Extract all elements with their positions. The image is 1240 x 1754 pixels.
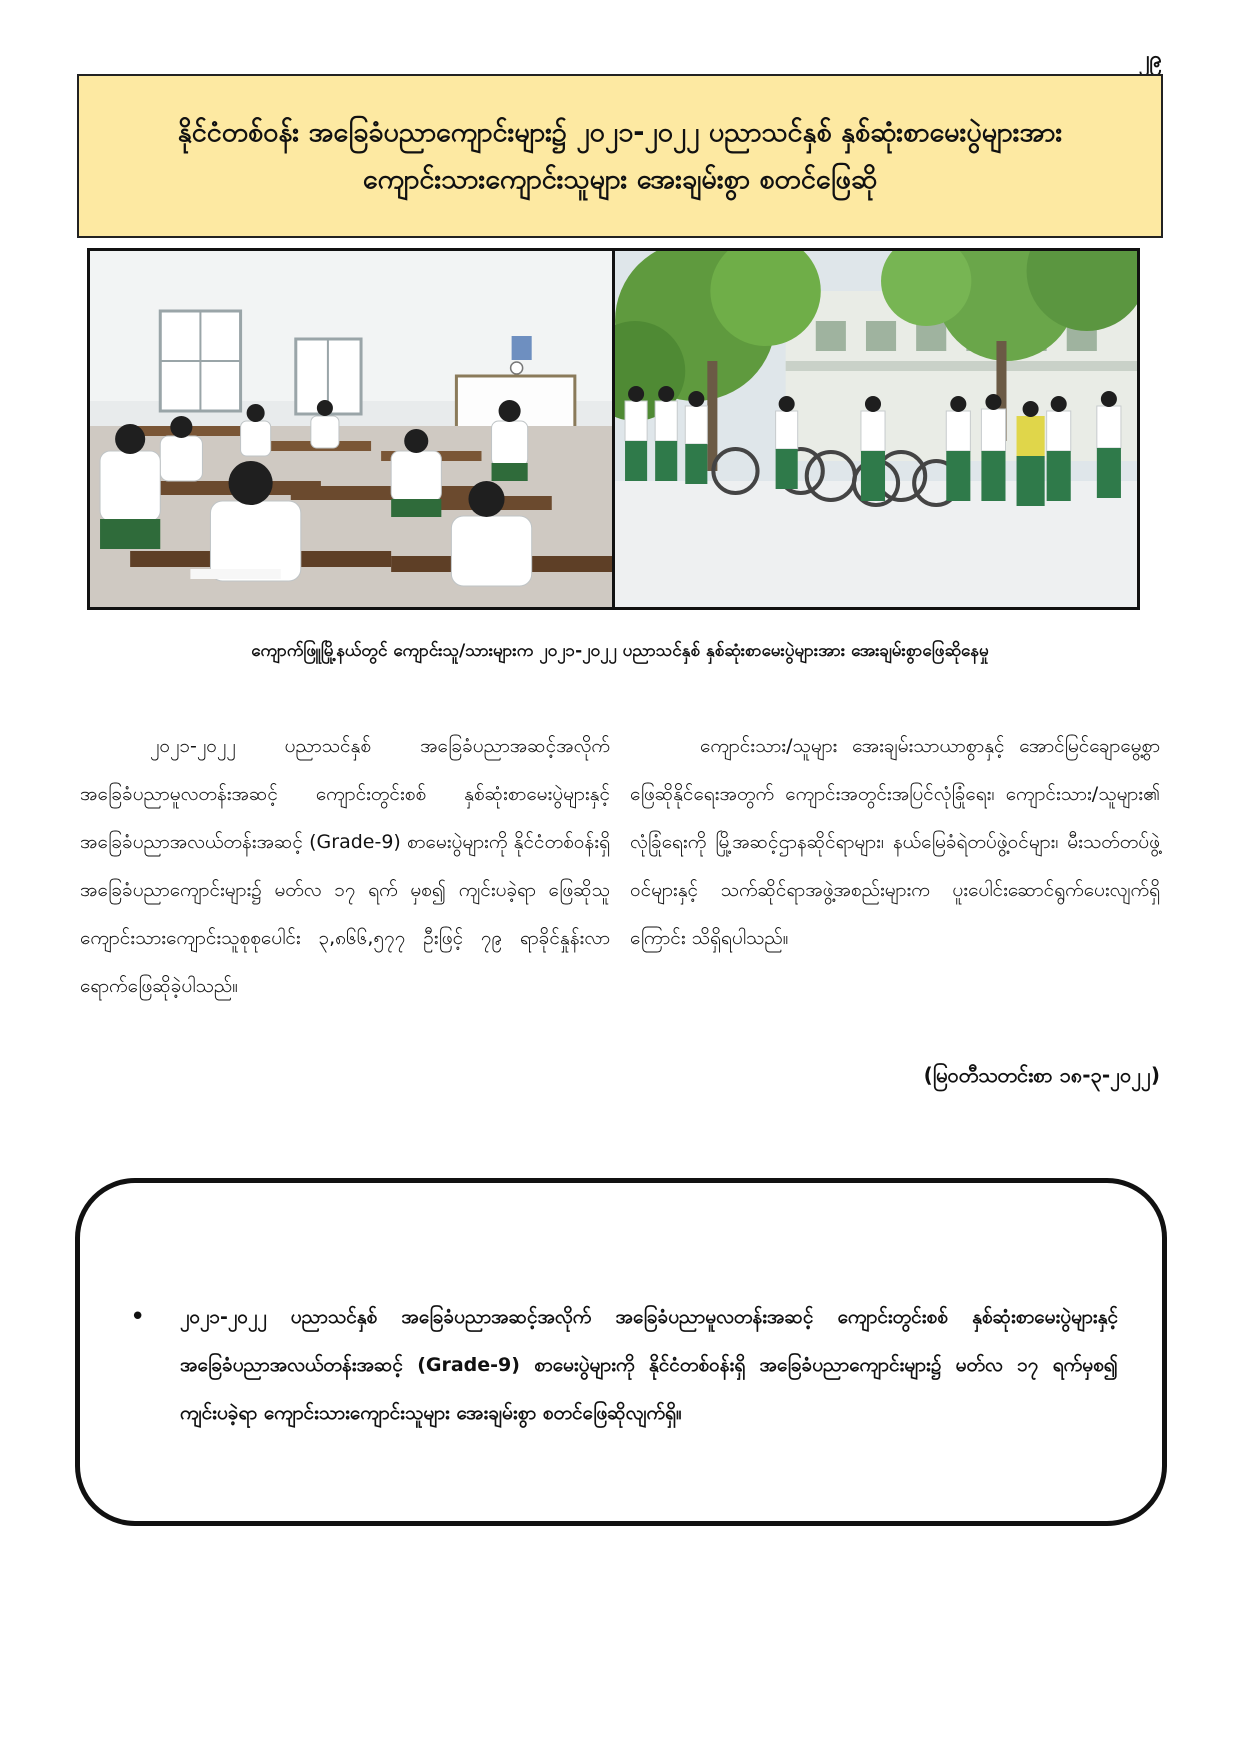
headline-box: [77, 74, 1163, 238]
summary-text: ၂၀၂၁-၂၀၂၂ ပညာသင်နှစ် အခြေခံပညာအဆင့်အလိုက် အခြေခံပညာမူလတန်းအဆင့် ကျောင်းတွင်းစစ် နှစ်ဆုံးစာမေးပွဲများနှင့် အခြေခံပညာအလယ်တန်းအဆင့် (Grade-9) စာမေးပွဲများကို နိုင်ငံတစ်ဝန်းရှိ အခြေခံပညာကျောင်းများ၌ မတ်လ ၁၇ ရက်မှစ၍ ကျင်းပခဲ့ရာ ကျောင်းသားကျောင်းသူများ အေးချမ်းစွာ စတင်ဖြေဆိုလျက်ရှိ။: [180, 1306, 1118, 1424]
photo-strip: [87, 248, 1140, 610]
summary-box: [75, 1178, 1167, 1526]
headline-line-2: ကျောင်းသားကျောင်းသူများ အေးချမ်းစွာ စတင်ဖြေဆို: [362, 164, 878, 195]
headline-line-1: နိုင်ငံတစ်ဝန်း အခြေခံပညာကျောင်းများ၌ ၂၀၂၁-၂၀၂၂ ပညာသင်နှစ် နှစ်ဆုံးစာမေးပွဲများအား: [177, 116, 1063, 148]
summary-list-item: [124, 1293, 1118, 1437]
classroom-exam-photo: [90, 251, 612, 607]
article-paragraph-left: ၂၀၂၁-၂၀၂၂ ပညာသင်နှစ် အခြေခံပညာအဆင့်အလိုက် အခြေခံပညာမူလတန်းအဆင့် ကျောင်းတွင်းစစ် နှစ်ဆုံးစာမေးပွဲများနှင့် အခြေခံပညာအလယ်တန်းအဆင့် (Grade-9) စာမေးပွဲများကို နိုင်ငံတစ်ဝန်းရှိ အခြေခံပညာကျောင်းများ၌ မတ်လ ၁၇ ရက် မှစ၍ ကျင်းပခဲ့ရာ ဖြေဆိုသူ ကျောင်းသားကျောင်းသူစုစုပေါင်း ၃,၈၆၆,၅၇၇ ဦးဖြင့် ၇၉ ရာခိုင်နှုန်းလာရောက်ဖြေဆိုခဲ့ပါသည်။: [80, 735, 610, 997]
article-source: (မြဝတီသတင်းစာ ၁၈-၃-၂၀၂၂): [923, 1063, 1160, 1087]
article-column-right: [630, 722, 1160, 962]
bullet-icon: •: [130, 1302, 146, 1332]
article-column-left: [80, 722, 610, 1010]
article-paragraph-right: ကျောင်းသား/သူများ အေးချမ်းသာယာစွာနှင့် အောင်မြင်ချောမွေ့စွာ ဖြေဆိုနိုင်ရေးအတွက် ကျောင်းအတွင်းအပြင်လုံခြုံရေး၊ ကျောင်းသား/သူများ၏ လုံခြုံရေးကို မြို့အဆင့်ဌာနဆိုင်ရာများ၊ နယ်မြေခံရဲတပ်ဖွဲ့ဝင်များ၊ မီးသတ်တပ်ဖွဲ့ဝင်များနှင့် သက်ဆိုင်ရာအဖွဲ့အစည်းများက ပူးပေါင်းဆောင်ရွက်ပေးလျက်ရှိကြောင်း သိရှိရပါသည်။: [630, 735, 1160, 949]
photo-caption: ကျောက်ဖြူမြို့နယ်တွင် ကျောင်းသူ/သားများက ၂၀၂၁-၂၀၂၂ ပညာသင်နှစ် နှစ်ဆုံးစာမေးပွဲများအား အေးချမ်းစွာဖြေဆိုနေမှု: [251, 641, 989, 661]
school-yard-students-photo: [615, 251, 1137, 607]
page-number: ၂၉: [1138, 47, 1162, 72]
